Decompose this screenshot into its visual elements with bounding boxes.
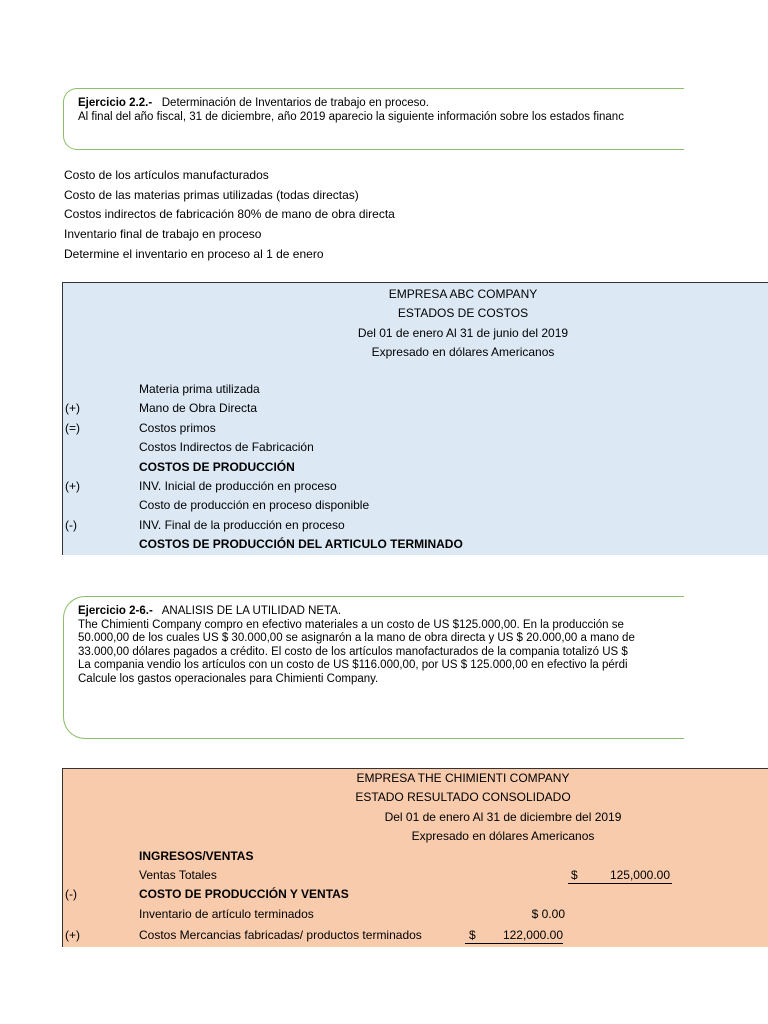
statement-row: [63, 885, 768, 904]
currency-symbol: $: [571, 868, 578, 882]
exercise-2-2-line: Al final del año fiscal, 31 de diciembre, año 2019 aparecio la siguiente información sobre los estados financ: [78, 110, 624, 123]
exercise-2-2-callout: [63, 88, 684, 150]
statement-title: ESTADOS DE COSTOS: [397, 306, 529, 321]
row-operator: (+): [65, 401, 80, 416]
statement-row: [63, 399, 768, 418]
exercise-2-6-callout: [63, 596, 684, 739]
row-label: COSTOS DE PRODUCCIÓN: [139, 459, 295, 474]
row-label: COSTO DE PRODUCCIÓN Y VENTAS: [139, 887, 349, 902]
row-label: INGRESOS/VENTAS: [139, 848, 254, 863]
statement-row: [63, 477, 768, 496]
statement-row: [63, 380, 768, 399]
statement-period: Del 01 de enero Al 31 de diciembre del 2019: [384, 809, 622, 824]
list-item: Costo de los artículos manufacturados: [64, 168, 269, 182]
list-item: Determine el inventario en proceso al 1 de enero: [64, 246, 324, 261]
row-label: Costos Mercancias fabricadas/ productos terminados: [139, 928, 422, 943]
statement-row: [63, 905, 768, 924]
list-item: Costos indirectos de fabricación 80% de mano de obra directa: [64, 207, 395, 222]
company-name: EMPRESA THE CHIMIENTI COMPANY: [356, 771, 570, 785]
row-label: Materia prima utilizada: [139, 382, 260, 396]
row-label: Ventas Totales: [139, 868, 217, 882]
row-operator: (=): [65, 420, 80, 435]
statement-row: [63, 535, 768, 554]
row-label: Costo de producción en proceso disponible: [139, 498, 370, 513]
income-statement-panel: [62, 768, 768, 947]
costos-amount-cell: [465, 926, 563, 944]
row-operator: (-): [65, 887, 77, 902]
exercise-2-2-subtitle: Determinación de Inventarios de trabajo en proceso.: [161, 97, 429, 109]
exercise-2-6-text: [78, 605, 635, 686]
row-label: INV. Inicial de producción en proceso: [139, 479, 337, 493]
statement-title: ESTADO RESULTADO CONSOLIDADO: [355, 790, 571, 805]
statement-row: [63, 496, 768, 515]
exercise-2-2-title: Ejercicio 2.2.-: [78, 97, 153, 109]
cost-items-list: [64, 166, 395, 264]
costs-statement-panel: [62, 282, 768, 555]
row-operator: (+): [65, 479, 80, 493]
row-label: Mano de Obra Directa: [139, 401, 258, 416]
exercise-2-2-text: [78, 97, 624, 124]
row-label: Costos Indirectos de Fabricación: [139, 440, 314, 455]
inventario-amount: $ 0.00: [531, 906, 565, 921]
statement-currency: Expresado en dólares Americanos: [411, 829, 595, 844]
ventas-amount: 125,000.00: [609, 868, 670, 882]
exercise-2-6-line: La compania vendio los artículos con un costo de US $116.000,00, por US $ 125.000,00 en efectivo la pérdi: [78, 659, 628, 671]
exercise-2-6-line: Calcule los gastos operacionales para Chimienti Company.: [78, 672, 379, 685]
statement-row: [63, 516, 768, 535]
statement-row: [63, 419, 768, 438]
exercise-2-6-line: 50.000,00 de los cuales US $ 30.000,00 se asignarón a la mano de obra directa y US $ 20.000,00 a mano de: [78, 632, 635, 644]
exercise-2-6-title: Ejercicio 2-6.-: [78, 605, 153, 617]
exercise-2-6-line: The Chimienti Company compro en efectivo materiales a un costo de US $125.000,00. En la producción se: [78, 618, 624, 631]
row-operator: (+): [65, 928, 80, 943]
statement-row: [63, 438, 768, 457]
exercise-2-6-line: 33.000,00 dólares pagados a crédito. El costo de los artículos manofacturados de la compania totalizó US $: [78, 645, 628, 658]
statement-row: [63, 847, 768, 866]
list-item: Costo de las materias primas utilizadas (todas directas): [64, 187, 359, 202]
currency-symbol: $: [469, 928, 476, 943]
ventas-amount-cell: [568, 866, 672, 884]
row-label: COSTOS DE PRODUCCIÓN DEL ARTICULO TERMINADO: [139, 537, 463, 552]
row-operator: (-): [65, 517, 77, 532]
exercise-2-6-subtitle: ANALISIS DE LA UTILIDAD NETA.: [161, 605, 342, 617]
statement-period: Del 01 de enero Al 31 de junio del 2019: [357, 325, 569, 340]
row-label: Costos primos: [139, 420, 216, 435]
company-name: EMPRESA ABC COMPANY: [388, 287, 538, 301]
row-label: Inventario de artículo terminados: [139, 906, 314, 921]
statement-row: [63, 866, 768, 885]
statement-row: [63, 458, 768, 477]
statement-currency: Expresado en dólares Americanos: [371, 345, 555, 360]
row-label: INV. Final de la producción en proceso: [139, 517, 345, 532]
costos-amount: 122,000.00: [502, 928, 563, 943]
statement-row: [63, 926, 768, 945]
list-item: Inventario final de trabajo en proceso: [64, 227, 262, 242]
